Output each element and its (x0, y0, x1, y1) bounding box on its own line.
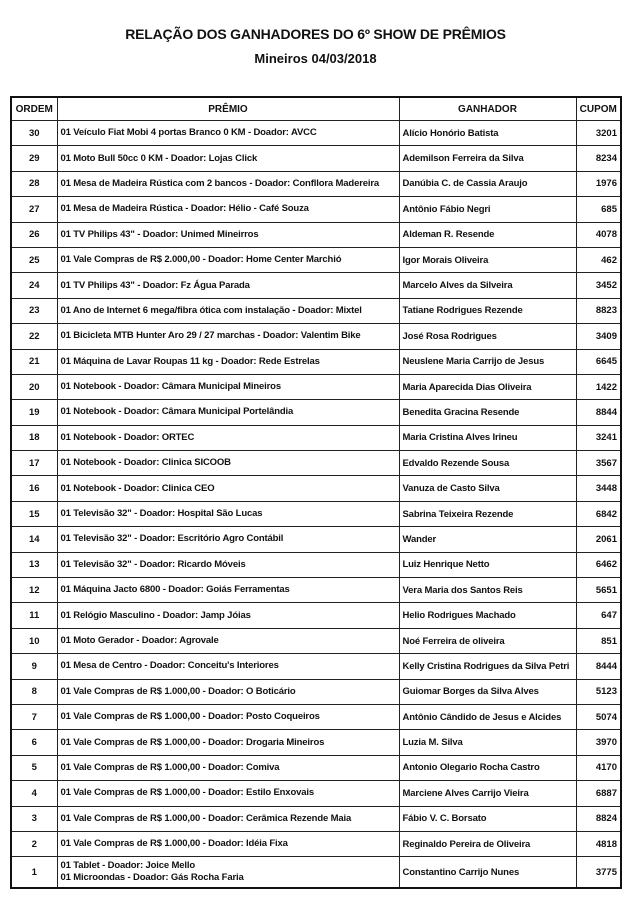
premio-line: 01 Notebook - Doador: Clinica CEO (60, 482, 215, 494)
table-row (11, 247, 621, 272)
premio-line: 01 Televisão 32" - Doador: Hospital São Lucas (60, 508, 263, 520)
table-row (11, 273, 621, 298)
cell-ordem: 28 (11, 171, 57, 196)
cell-premio (57, 425, 399, 450)
premio-line: 01 Vale Compras de R$ 1.000,00 - Doador: Estilo Enxovais (60, 787, 314, 799)
cell-ganhador: Luzia M. Silva (399, 730, 576, 755)
table-row (11, 831, 621, 856)
cell-cupom: 1976 (576, 171, 621, 196)
cell-ordem: 14 (11, 527, 57, 552)
cell-ordem: 30 (11, 121, 57, 146)
cell-ganhador: Noé Ferreira de oliveira (399, 628, 576, 653)
table-row (11, 806, 621, 831)
cell-cupom: 6645 (576, 349, 621, 374)
cell-ganhador: Reginaldo Pereira de Oliveira (399, 831, 576, 856)
cell-ordem: 9 (11, 654, 57, 679)
winners-table (10, 96, 622, 889)
cell-premio (57, 857, 399, 889)
cell-cupom: 4170 (576, 755, 621, 780)
premio-line: 01 Mesa de Madeira Rústica - Doador: Hélio - Café Souza (60, 203, 309, 215)
table-row (11, 857, 621, 889)
cell-premio (57, 781, 399, 806)
table-row (11, 704, 621, 729)
cell-cupom: 3448 (576, 476, 621, 501)
cell-cupom: 8444 (576, 654, 621, 679)
cell-cupom: 8824 (576, 806, 621, 831)
premio-line: 01 Vale Compras de R$ 1.000,00 - Doador: Posto Coqueiros (60, 711, 320, 723)
cell-premio (57, 501, 399, 526)
table-row (11, 781, 621, 806)
premio-line: 01 Vale Compras de R$ 1.000,00 - Doador: O Boticário (60, 685, 296, 697)
cell-premio (57, 730, 399, 755)
cell-ganhador: Marcelo Alves da Silveira (399, 273, 576, 298)
cell-cupom: 8234 (576, 146, 621, 171)
cell-ganhador: Maria Cristina Alves Irineu (399, 425, 576, 450)
premio-line: 01 Moto Gerador - Doador: Agrovale (60, 635, 219, 646)
premio-line: 01 Ano de Internet 6 mega/fibra ótica com instalação - Doador: Mixtel (60, 304, 362, 316)
table-row (11, 755, 621, 780)
cell-ganhador: Vera Maria dos Santos Reis (399, 578, 576, 603)
premio-line: 01 Mesa de Centro - Doador: Conceitu's Interiores (60, 660, 279, 672)
cell-premio (57, 527, 399, 552)
cell-cupom: 3201 (576, 121, 621, 146)
cell-ganhador: Ademilson Ferreira da Silva (399, 146, 576, 171)
cell-premio (57, 298, 399, 323)
cell-ganhador: Antônio Cândido de Jesus e Alcides (399, 704, 576, 729)
cell-ganhador: Constantino Carrijo Nunes (399, 857, 576, 889)
cell-ganhador: Benedita Gracina Resende (399, 400, 576, 425)
table-row (11, 527, 621, 552)
cell-cupom: 3567 (576, 451, 621, 476)
cell-ordem: 5 (11, 755, 57, 780)
cell-ordem: 13 (11, 552, 57, 577)
cell-cupom: 5074 (576, 704, 621, 729)
cell-ordem: 12 (11, 578, 57, 603)
premio-line: 01 Notebook - Doador: Clinica SICOOB (60, 457, 231, 469)
premio-line: 01 Televisão 32" - Doador: Ricardo Móveis (60, 558, 246, 570)
premio-line: 01 Relógio Masculino - Doador: Jamp Jóias (60, 609, 251, 621)
premio-line: 01 Veículo Fiat Mobi 4 portas Branco 0 KM - Doador: AVCC (60, 127, 317, 139)
table-row (11, 476, 621, 501)
table-row (11, 298, 621, 323)
cell-premio (57, 349, 399, 374)
document-subtitle: Mineiros 04/03/2018 (254, 51, 377, 66)
cell-ganhador: Aldeman R. Resende (399, 222, 576, 247)
cell-premio (57, 222, 399, 247)
cell-premio (57, 552, 399, 577)
table-row (11, 400, 621, 425)
cell-ganhador: Antonio Olegario Rocha Castro (399, 755, 576, 780)
table-row (11, 222, 621, 247)
table-row (11, 552, 621, 577)
cell-premio (57, 476, 399, 501)
table-row (11, 654, 621, 679)
table-row (11, 146, 621, 171)
cell-ordem: 10 (11, 628, 57, 653)
cell-cupom: 3970 (576, 730, 621, 755)
premio-line: 01 TV Philips 43" - Doador: Unimed Mineirros (60, 228, 259, 240)
cell-ganhador: Sabrina Teixeira Rezende (399, 501, 576, 526)
cell-ordem: 29 (11, 146, 57, 171)
premio-line: 01 Vale Compras de R$ 1.000,00 - Doador: Idéia Fixa (60, 838, 288, 850)
cell-ganhador: Antônio Fábio Negri (399, 197, 576, 222)
cell-premio (57, 654, 399, 679)
cell-ganhador: José Rosa Rodrigues (399, 324, 576, 349)
cell-premio (57, 273, 399, 298)
cell-cupom: 5123 (576, 679, 621, 704)
cell-ganhador: Maria Aparecida Dias Oliveira (399, 374, 576, 399)
cell-ordem: 7 (11, 704, 57, 729)
cell-premio (57, 400, 399, 425)
cell-ganhador: Marciene Alves Carrijo Vieira (399, 781, 576, 806)
header-cupom: CUPOM (576, 97, 621, 121)
table-row (11, 679, 621, 704)
premio-line: 01 Vale Compras de R$ 1.000,00 - Doador: Drogaria Mineiros (60, 736, 325, 748)
premio-line: 01 Vale Compras de R$ 1.000,00 - Doador: Cerâmica Rezende Maia (60, 812, 352, 824)
header-premio: PRÊMIO (57, 97, 399, 121)
cell-ganhador: Danúbia C. de Cassia Araujo (399, 171, 576, 196)
cell-cupom: 685 (576, 197, 621, 222)
cell-ganhador: Alício Honório Batista (399, 121, 576, 146)
cell-ordem: 27 (11, 197, 57, 222)
cell-ganhador: Helio Rodrigues Machado (399, 603, 576, 628)
header-ganhador: GANHADOR (399, 97, 576, 121)
premio-line: 01 Vale Compras de R$ 2.000,00 - Doador: Home Center Marchió (60, 254, 342, 266)
cell-cupom: 6462 (576, 552, 621, 577)
cell-ordem: 26 (11, 222, 57, 247)
cell-ganhador: Kelly Cristina Rodrigues da Silva Petri (399, 654, 576, 679)
table-row (11, 628, 621, 653)
table-row (11, 425, 621, 450)
table-row (11, 603, 621, 628)
cell-ganhador: Tatiane Rodrigues Rezende (399, 298, 576, 323)
premio-line: 01 Microondas - Doador: Gás Rocha Faria (60, 872, 244, 884)
cell-ordem: 3 (11, 806, 57, 831)
cell-premio (57, 679, 399, 704)
cell-premio (57, 578, 399, 603)
cell-ordem: 8 (11, 679, 57, 704)
premio-line: 01 Máquina Jacto 6800 - Doador: Goiás Ferramentas (60, 584, 290, 596)
table-row (11, 501, 621, 526)
table-row (11, 121, 621, 146)
cell-premio (57, 806, 399, 831)
cell-cupom: 3452 (576, 273, 621, 298)
cell-ganhador: Igor Morais Oliveira (399, 247, 576, 272)
cell-ordem: 20 (11, 374, 57, 399)
cell-cupom: 3241 (576, 425, 621, 450)
premio-line: 01 Notebook - Doador: Câmara Municipal Mineiros (60, 381, 281, 393)
cell-cupom: 462 (576, 247, 621, 272)
document-title: RELAÇÃO DOS GANHADORES DO 6º SHOW DE PRÊMIOS (125, 26, 506, 42)
cell-cupom: 6887 (576, 781, 621, 806)
cell-premio (57, 704, 399, 729)
cell-premio (57, 324, 399, 349)
cell-ganhador: Luiz Henrique Netto (399, 552, 576, 577)
cell-cupom: 4818 (576, 831, 621, 856)
cell-ordem: 1 (11, 857, 57, 889)
cell-ordem: 22 (11, 324, 57, 349)
cell-ordem: 11 (11, 603, 57, 628)
premio-line: 01 Televisão 32" - Doador: Escritório Agro Contábil (60, 533, 284, 545)
cell-premio (57, 146, 399, 171)
cell-ordem: 15 (11, 501, 57, 526)
cell-ordem: 2 (11, 831, 57, 856)
cell-cupom: 8844 (576, 400, 621, 425)
header-ordem: ORDEM (11, 97, 57, 121)
cell-premio (57, 755, 399, 780)
cell-premio (57, 628, 399, 653)
premio-line: 01 Bicicleta MTB Hunter Aro 29 / 27 marchas - Doador: Valentim Bike (60, 330, 361, 342)
cell-ganhador: Vanuza de Casto Silva (399, 476, 576, 501)
cell-premio (57, 451, 399, 476)
cell-cupom: 2061 (576, 527, 621, 552)
cell-cupom: 3775 (576, 857, 621, 889)
cell-cupom: 647 (576, 603, 621, 628)
cell-ganhador: Edvaldo Rezende Sousa (399, 451, 576, 476)
cell-cupom: 8823 (576, 298, 621, 323)
table-row (11, 730, 621, 755)
cell-ganhador: Wander (399, 527, 576, 552)
cell-cupom: 6842 (576, 501, 621, 526)
cell-ordem: 21 (11, 349, 57, 374)
cell-ordem: 16 (11, 476, 57, 501)
cell-ordem: 6 (11, 730, 57, 755)
table-row (11, 171, 621, 196)
cell-ganhador: Guiomar Borges da Silva Alves (399, 679, 576, 704)
premio-line: 01 Moto Bull 50cc 0 KM - Doador: Lojas Click (60, 152, 258, 164)
cell-ganhador: Neuslene Maria Carrijo de Jesus (399, 349, 576, 374)
cell-cupom: 5651 (576, 578, 621, 603)
cell-premio (57, 603, 399, 628)
premio-line: 01 Tablet - Doador: Joice Mello (60, 860, 196, 872)
cell-premio (57, 374, 399, 399)
premio-line: 01 TV Philips 43" - Doador: Fz Água Parada (60, 279, 250, 291)
table-row (11, 349, 621, 374)
cell-ordem: 24 (11, 273, 57, 298)
cell-cupom: 3409 (576, 324, 621, 349)
table-body (11, 121, 621, 889)
premio-line: 01 Máquina de Lavar Roupas 11 kg - Doador: Rede Estrelas (60, 355, 320, 367)
table-row (11, 374, 621, 399)
cell-ordem: 25 (11, 247, 57, 272)
cell-ordem: 19 (11, 400, 57, 425)
cell-premio (57, 831, 399, 856)
cell-ordem: 18 (11, 425, 57, 450)
cell-ganhador: Fábio V. C. Borsato (399, 806, 576, 831)
premio-line: 01 Mesa de Madeira Rústica com 2 bancos - Doador: Confllora Madereira (60, 177, 380, 189)
premio-line: 01 Notebook - Doador: Câmara Municipal Portelândia (60, 406, 294, 418)
cell-premio (57, 171, 399, 196)
cell-cupom: 851 (576, 628, 621, 653)
premio-line: 01 Notebook - Doador: ORTEC (60, 431, 195, 443)
table-row (11, 451, 621, 476)
table-row (11, 578, 621, 603)
cell-ordem: 17 (11, 451, 57, 476)
premio-line: 01 Vale Compras de R$ 1.000,00 - Doador: Comiva (60, 761, 280, 773)
table-row (11, 197, 621, 222)
cell-ordem: 23 (11, 298, 57, 323)
table-header-row (11, 97, 621, 121)
cell-cupom: 4078 (576, 222, 621, 247)
cell-premio (57, 121, 399, 146)
cell-ordem: 4 (11, 781, 57, 806)
cell-cupom: 1422 (576, 374, 621, 399)
cell-premio (57, 197, 399, 222)
table-row (11, 324, 621, 349)
cell-premio (57, 247, 399, 272)
